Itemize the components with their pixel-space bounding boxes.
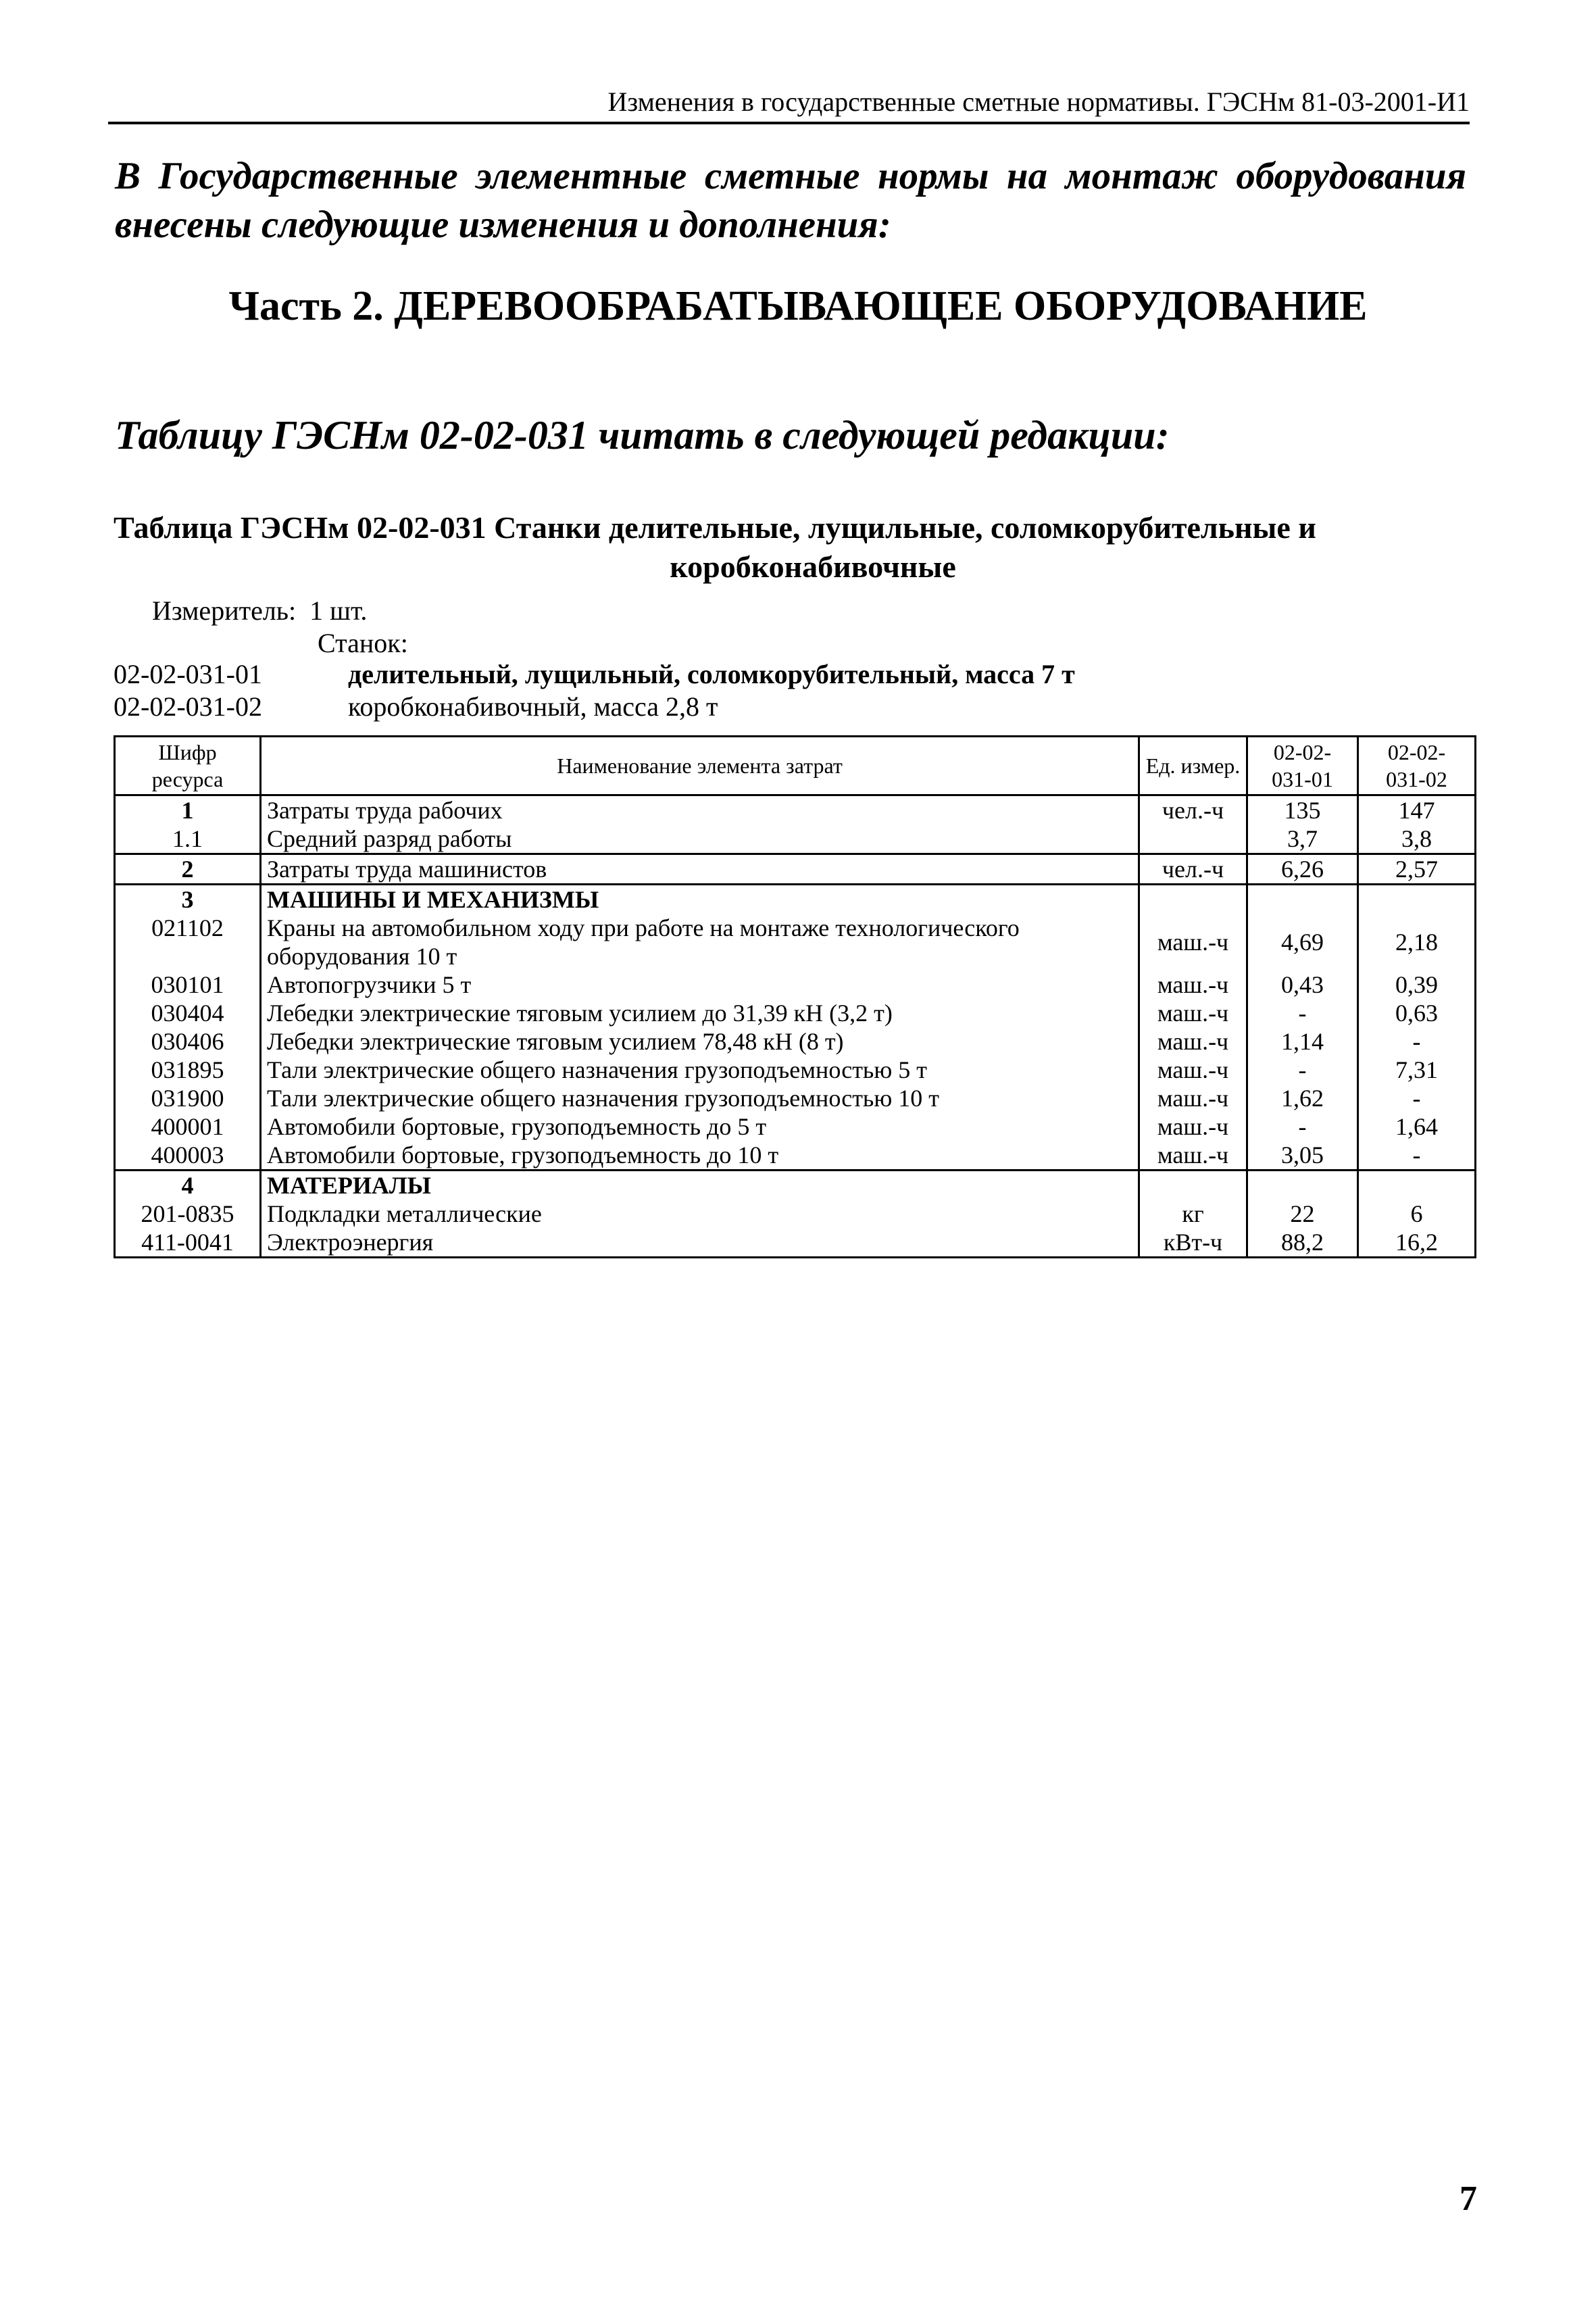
row-value-1: - (1247, 1112, 1358, 1141)
table-section-row (115, 885, 1476, 914)
table-row (115, 970, 1476, 999)
table-row (115, 824, 1476, 854)
row-value-1: 6,26 (1247, 854, 1358, 885)
row-code: 031900 (115, 1084, 261, 1112)
header-unit: Ед. измер. (1139, 737, 1247, 795)
row-code: 4 (115, 1171, 261, 1200)
table-caption-line1: Таблица ГЭСНм 02-02-031 Станки делительные, лущильные, соломкорубительные и (114, 510, 1316, 545)
row-unit: маш.-ч (1139, 970, 1247, 999)
row-unit: маш.-ч (1139, 914, 1247, 970)
table-header-row (115, 737, 1476, 795)
table-caption (114, 508, 1472, 587)
row-value-1: 88,2 (1247, 1228, 1358, 1258)
row-unit: кВт-ч (1139, 1228, 1247, 1258)
row-name: Лебедки электрические тяговым усилием до 31,39 кН (3,2 т) (261, 999, 1139, 1027)
row-value-1: 1,14 (1247, 1027, 1358, 1056)
row-value-2: 0,63 (1358, 999, 1476, 1027)
row-code: 2 (115, 854, 261, 885)
row-unit (1139, 885, 1247, 914)
meter-label: Измеритель: (152, 595, 297, 626)
row-unit: чел.-ч (1139, 854, 1247, 885)
row-unit: маш.-ч (1139, 1027, 1247, 1056)
row-unit: маш.-ч (1139, 1056, 1247, 1084)
header-col-1: 02-02- 031-01 (1247, 737, 1358, 795)
table-row (115, 854, 1476, 885)
row-unit: маш.-ч (1139, 1084, 1247, 1112)
row-value-1 (1247, 1171, 1358, 1200)
row-code: 3 (115, 885, 261, 914)
row-code: 030404 (115, 999, 261, 1027)
row-code: 1.1 (115, 824, 261, 854)
row-value-1 (1247, 885, 1358, 914)
row-name: Автопогрузчики 5 т (261, 970, 1139, 999)
row-value-2: 147 (1358, 795, 1476, 825)
row-code: 411-0041 (115, 1228, 261, 1258)
row-value-1: 3,7 (1247, 824, 1358, 854)
part-title: Часть 2. ДЕРЕВООБРАБАТЫВАЮЩЕЕ ОБОРУДОВАНИЕ (228, 283, 1368, 329)
table-row (115, 1084, 1476, 1112)
row-value-2 (1358, 1171, 1476, 1200)
table-row (115, 795, 1476, 825)
running-header (108, 80, 1470, 124)
row-name: Подкладки металлические (261, 1200, 1139, 1228)
norm-table (114, 735, 1476, 1258)
running-title: Изменения в государственные сметные нормативы. ГЭСНм 81-03-2001-И1 (607, 87, 1470, 117)
row-value-2: 3,8 (1358, 824, 1476, 854)
row-value-2: 7,31 (1358, 1056, 1476, 1084)
row-value-2: 16,2 (1358, 1228, 1476, 1258)
norm-code-line (114, 691, 718, 722)
row-value-1: 1,62 (1247, 1084, 1358, 1112)
stanok-label: Станок: (318, 628, 408, 658)
norm-description: коробконабивочный, масса 2,8 т (348, 691, 718, 722)
row-name: Лебедки электрические тяговым усилием 78,48 кН (8 т) (261, 1027, 1139, 1056)
row-name: Автомобили бортовые, грузоподъемность до 5 т (261, 1112, 1139, 1141)
table-row (115, 1200, 1476, 1228)
row-code: 031895 (115, 1056, 261, 1084)
row-code: 201-0835 (115, 1200, 261, 1228)
norm-code: 02-02-031-01 (114, 659, 262, 689)
row-unit: чел.-ч (1139, 795, 1247, 825)
row-value-1: - (1247, 1056, 1358, 1084)
row-value-1: 3,05 (1247, 1141, 1358, 1171)
row-name: Автомобили бортовые, грузоподъемность до 10 т (261, 1141, 1139, 1171)
row-code: 400003 (115, 1141, 261, 1171)
row-value-2: 2,57 (1358, 854, 1476, 885)
row-value-2: 2,18 (1358, 914, 1476, 970)
table-row (115, 1141, 1476, 1171)
table-row (115, 999, 1476, 1027)
norm-code: 02-02-031-02 (114, 691, 262, 722)
row-value-2: 1,64 (1358, 1112, 1476, 1141)
header-name: Наименование элемента затрат (261, 737, 1139, 795)
row-value-1: 0,43 (1247, 970, 1358, 999)
row-value-2 (1358, 885, 1476, 914)
meter-value: 1 шт. (309, 595, 368, 626)
table-section-row (115, 1171, 1476, 1200)
row-name: Затраты труда рабочих (261, 795, 1139, 825)
row-code: 1 (115, 795, 261, 825)
read-note: Таблицу ГЭСНм 02-02-031 читать в следующей редакции: (115, 413, 1170, 458)
row-value-1: 4,69 (1247, 914, 1358, 970)
norm-code-line (114, 658, 1075, 690)
row-code: 021102 (115, 914, 261, 970)
table-row (115, 1228, 1476, 1258)
row-name: Электроэнергия (261, 1228, 1139, 1258)
meter (152, 595, 367, 626)
row-value-1: - (1247, 999, 1358, 1027)
row-code: 400001 (115, 1112, 261, 1141)
row-name: Тали электрические общего назначения грузоподъемностью 10 т (261, 1084, 1139, 1112)
row-unit: маш.-ч (1139, 999, 1247, 1027)
row-unit (1139, 1171, 1247, 1200)
row-name: Тали электрические общего назначения грузоподъемностью 5 т (261, 1056, 1139, 1084)
table-row (115, 1112, 1476, 1141)
table-row (115, 914, 1476, 970)
row-value-2: 0,39 (1358, 970, 1476, 999)
table-caption-line2: коробконабивочные (670, 549, 956, 584)
row-name: Краны на автомобильном ходу при работе на монтаже технологического оборудования 10 т (261, 914, 1139, 970)
row-value-1: 135 (1247, 795, 1358, 825)
row-unit (1139, 824, 1247, 854)
row-value-1: 22 (1247, 1200, 1358, 1228)
row-unit: кг (1139, 1200, 1247, 1228)
intro-paragraph: В Государственные элементные сметные нормы на монтаж оборудования внесены следующие изменения и дополнения: (115, 155, 1466, 246)
row-value-2: 6 (1358, 1200, 1476, 1228)
table-row (115, 1027, 1476, 1056)
header-col-2: 02-02- 031-02 (1358, 737, 1476, 795)
row-name: Затраты труда машинистов (261, 854, 1139, 885)
row-code: 030101 (115, 970, 261, 999)
table-row (115, 1056, 1476, 1084)
row-value-2: - (1358, 1084, 1476, 1112)
row-value-2: - (1358, 1141, 1476, 1171)
row-code: 030406 (115, 1027, 261, 1056)
page-number: 7 (1460, 2180, 1477, 2218)
row-unit: маш.-ч (1139, 1141, 1247, 1171)
row-unit: маш.-ч (1139, 1112, 1247, 1141)
header-resource: Шифр ресурса (115, 737, 261, 795)
row-name: Средний разряд работы (261, 824, 1139, 854)
section-title: МАШИНЫ И МЕХАНИЗМЫ (261, 885, 1139, 914)
norm-description: делительный, лущильный, соломкорубительный, масса 7 т (348, 659, 1075, 689)
section-title: МАТЕРИАЛЫ (261, 1171, 1139, 1200)
row-value-2: - (1358, 1027, 1476, 1056)
